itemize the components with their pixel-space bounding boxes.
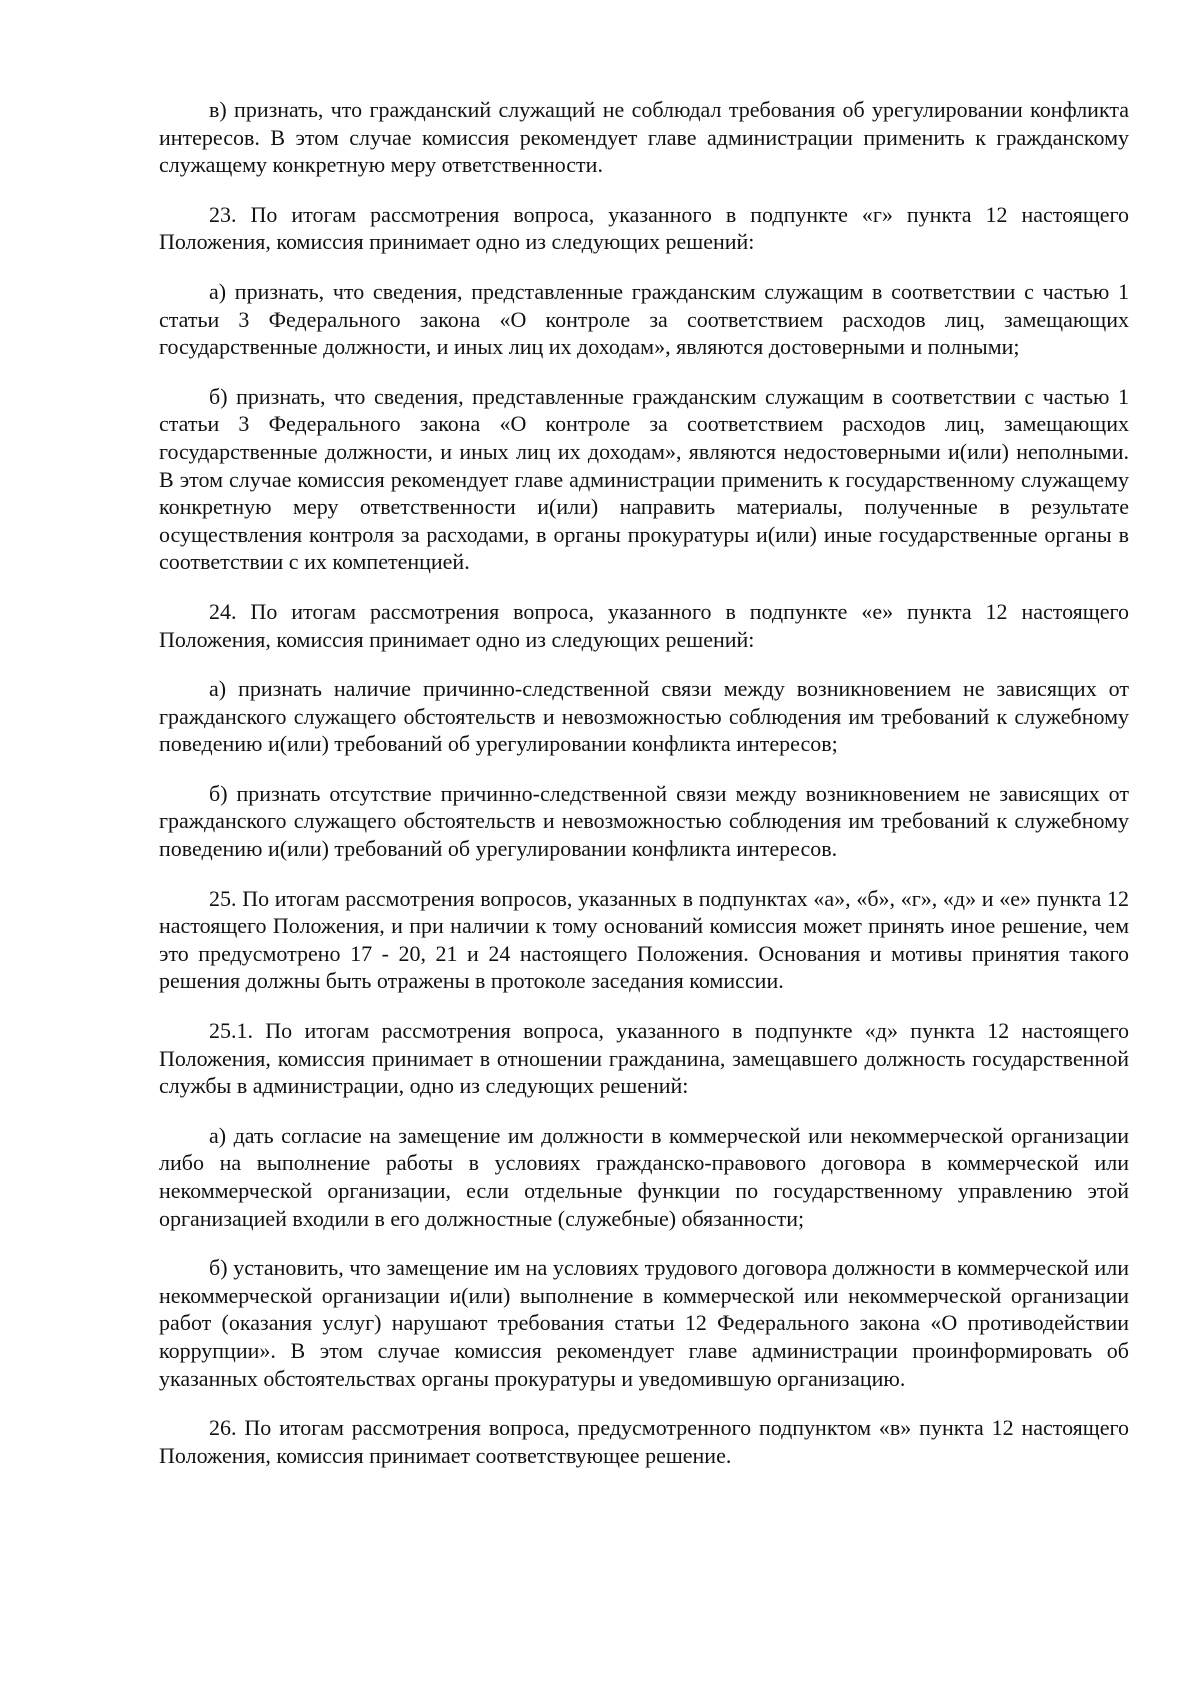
paragraph-23-b: б) признать, что сведения, представленные гражданским служащим в соответствии с частью 1 статьи 3 Федерального закона «О контроле за соответствием расходов лиц, замещающих государственные должности, и иных лиц их доходам», являются недостоверными и(или) неполными. В этом случае комиссия рекомендует главе администрации применить к государственному служащему конкретную меру ответственности и(или) направить материалы, полученные в результате осуществления контроля за расходами, в органы прокуратуры и(или) иные государственные органы в соответствии с их компетенцией.: [159, 383, 1129, 575]
paragraph-25-1-b: б) установить, что замещение им на условиях трудового договора должности в коммерческой или некоммерческой организации и(или) выполнение в коммерческой или некоммерческой организации работ (оказания услуг) нарушают требования статьи 12 Федерального закона «О противодействии коррупции». В этом случае комиссия рекомендует главе администрации проинформировать об указанных обстоятельствах органы прокуратуры и уведомившую организацию.: [159, 1255, 1129, 1391]
paragraph-25-1-a: а) дать согласие на замещение им должности в коммерческой или некоммерческой организации либо на выполнение работы в условиях гражданско-правового договора в коммерческой или некоммерческой организации, если отдельные функции по государственному управлению этой организацией входили в его должностные (служебные) обязанности;: [159, 1122, 1129, 1231]
paragraph-24-intro: 24. По итогам рассмотрения вопроса, указанного в подпункте «е» пункта 12 настоящего Положения, комиссия принимает одно из следующих решений:: [159, 598, 1129, 652]
paragraph-v-violation-conflict: в) признать, что гражданский служащий не соблюдал требования об урегулировании конфликта интересов. В этом случае комиссия рекомендует главе администрации применить к гражданскому служащему конкретную меру ответственности.: [159, 97, 1129, 178]
paragraph-23-a: а) признать, что сведения, представленные гражданским служащим в соответствии с частью 1 статьи 3 Федерального закона «О контроле за соответствием расходов лиц, замещающих государственные должности, и иных лиц их доходам», являются достоверными и полными;: [159, 278, 1129, 360]
paragraph-26: 26. По итогам рассмотрения вопроса, предусмотренного подпунктом «в» пункта 12 настоящего Положения, комиссия принимает соответствующее решение.: [159, 1415, 1129, 1468]
paragraph-23-intro: 23. По итогам рассмотрения вопроса, указанного в подпункте «г» пункта 12 настоящего Положения, комиссия принимает одно из следующих решений:: [159, 201, 1129, 255]
paragraph-24-a: а) признать наличие причинно-следственной связи между возникновением не зависящих от гражданского служащего обстоятельств и невозможностью соблюдения им требований к служебному поведению и(или) требований об урегулировании конфликта интересов;: [159, 676, 1129, 757]
paragraph-25: 25. По итогам рассмотрения вопросов, указанных в подпунктах «а», «б», «г», «д» и «е» пункта 12 настоящего Положения, и при наличии к тому оснований комиссия может принять иное решение, чем это предусмотрено 17 - 20, 21 и 24 настоящего Положения. Основания и мотивы принятия такого решения должны быть отражены в протоколе заседания комиссии.: [159, 885, 1129, 994]
paragraph-25-1-intro: 25.1. По итогам рассмотрения вопроса, указанного в подпункте «д» пункта 12 настоящего Положения, комиссия принимает в отношении гражданина, замещавшего должность государственной службы в администрации, одно из следующих решений:: [159, 1018, 1129, 1099]
document-page: [159, 96, 1129, 1469]
paragraph-24-b: б) признать отсутствие причинно-следственной связи между возникновением не зависящих от гражданского служащего обстоятельств и невозможностью соблюдения им требований к служебному поведению и(или) требований об урегулировании конфликта интересов.: [159, 780, 1129, 862]
